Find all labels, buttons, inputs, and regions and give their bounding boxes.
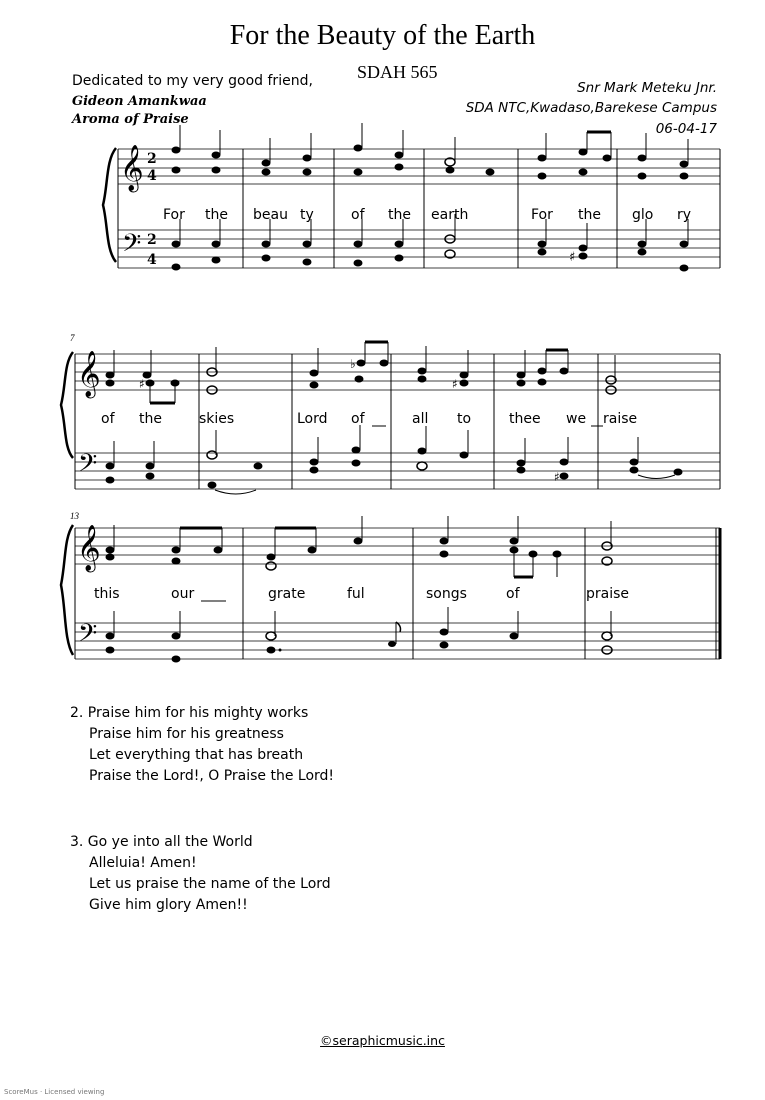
note-stems xyxy=(114,516,611,644)
bass-staff xyxy=(118,230,720,268)
lyric: For xyxy=(531,207,553,223)
lyric: of xyxy=(351,207,365,223)
lyric: the xyxy=(388,207,411,223)
notes xyxy=(106,360,683,489)
hymn-number: SDAH 565 xyxy=(357,62,438,82)
verse-line: 3. Go ye into all the World xyxy=(70,834,253,850)
lyric: of xyxy=(506,586,520,602)
lyric: ty xyxy=(300,207,314,223)
lyric: ry xyxy=(677,207,692,223)
bass-clef-icon: 𝄢 xyxy=(122,229,142,264)
tie xyxy=(215,490,256,494)
sharp-icon: ♯ xyxy=(569,250,576,265)
lyric: this xyxy=(94,586,120,602)
page-title: For the Beauty of the Earth xyxy=(229,20,536,51)
bass-clef-icon: 𝄢 xyxy=(78,619,98,654)
time-signature-bottom: 4 xyxy=(147,252,157,268)
lyric: the xyxy=(205,207,228,223)
lyrics-row xyxy=(94,586,629,602)
verse-line: Praise the Lord!, O Praise the Lord! xyxy=(89,768,335,784)
lyric: thee xyxy=(509,411,541,427)
grand-staff-brace xyxy=(103,148,116,262)
verse-line: Alleluia! Amen! xyxy=(89,855,197,871)
verse-2 xyxy=(70,703,334,787)
treble-clef-icon: 𝄞 xyxy=(120,145,144,191)
verse-3 xyxy=(70,832,331,916)
sharp-icon: ♯ xyxy=(139,377,145,391)
lyric: praise xyxy=(586,586,630,602)
verse-line: Let us praise the name of the Lord xyxy=(89,876,331,892)
treble-clef-icon: 𝄞 xyxy=(77,351,101,397)
system-2 xyxy=(61,333,720,494)
treble-staff xyxy=(118,149,720,184)
lyric: songs xyxy=(426,586,467,602)
system-3 xyxy=(61,511,720,663)
lyric: to xyxy=(457,411,472,427)
treble-clef-icon: 𝄞 xyxy=(77,525,101,571)
lyrics-row xyxy=(101,411,637,427)
lyric: earth xyxy=(431,207,469,223)
composition-date: 06-04-17 xyxy=(655,121,717,137)
lyric: grate xyxy=(268,586,306,602)
tie xyxy=(638,475,675,479)
sharp-icon: ♯ xyxy=(452,377,458,391)
lyrics-row xyxy=(163,207,691,223)
dedication-group: Aroma of Praise xyxy=(72,112,189,127)
verse-line: Let everything that has breath xyxy=(89,747,304,763)
verse-line: Praise him for his greatness xyxy=(89,726,284,742)
grand-staff-brace xyxy=(61,352,73,458)
lyric: our xyxy=(171,586,195,602)
note-stems xyxy=(114,342,638,466)
measure-number: 7 xyxy=(70,333,75,343)
lyric: the xyxy=(578,207,601,223)
lyric: skies xyxy=(199,411,235,427)
bass-clef-icon: 𝄢 xyxy=(78,449,98,484)
composer-name: Snr Mark Meteku Jnr. xyxy=(577,80,717,96)
lyric: ful xyxy=(347,586,365,602)
watermark: ScoreMus · Licensed viewing xyxy=(4,1088,105,1096)
measure-number: 13 xyxy=(70,511,79,521)
time-signature-bottom: 4 xyxy=(147,168,157,184)
verse-line: Give him glory Amen!! xyxy=(89,897,248,913)
note-beams xyxy=(180,528,533,577)
lyric: the xyxy=(139,411,162,427)
system-1 xyxy=(103,123,720,272)
lyric: of xyxy=(101,411,115,427)
treble-staff xyxy=(75,528,720,564)
lyric: glo xyxy=(632,207,654,223)
eighth-flag-icon xyxy=(396,622,401,632)
lyric: For xyxy=(163,207,185,223)
composer-affiliation: SDA NTC,Kwadaso,Barekese Campus xyxy=(465,100,717,116)
bass-staff xyxy=(75,623,720,659)
dedication-name: Gideon Amankwaa xyxy=(72,94,207,109)
dedication-line: Dedicated to my very good friend, xyxy=(72,73,313,89)
bass-staff xyxy=(75,453,720,489)
notes xyxy=(172,145,692,272)
flat-icon: ♭ xyxy=(350,357,356,371)
lyric: Lord xyxy=(297,411,328,427)
lyric: all xyxy=(412,411,429,427)
note-stems xyxy=(180,123,688,248)
lyric: raise xyxy=(603,411,638,427)
grand-staff-brace xyxy=(61,525,73,655)
lyric: of xyxy=(351,411,365,427)
time-signature-top: 2 xyxy=(147,232,157,248)
verse-line: 2. Praise him for his mighty works xyxy=(70,705,309,721)
lyric: beau xyxy=(253,207,288,223)
sharp-icon: ♯ xyxy=(554,470,560,484)
footer-copyright-link[interactable]: ©seraphicmusic.inc xyxy=(320,1033,445,1048)
time-signature-top: 2 xyxy=(147,151,157,167)
lyric: we xyxy=(566,411,587,427)
